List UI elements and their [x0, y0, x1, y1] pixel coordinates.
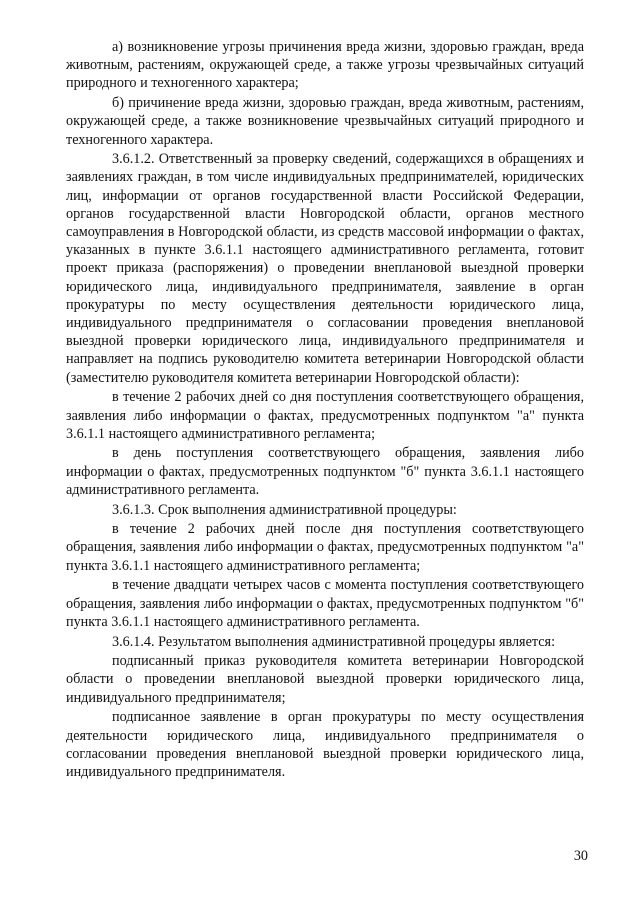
paragraph-b: б) причинение вреда жизни, здоровью граждан, вреда животным, растениям, окружающей среде, а также возникновение чрезвычайных ситуаций природного и техногенного характера. [66, 95, 584, 148]
paragraph-3-6-1-3: 3.6.1.3. Срок выполнения административной процедуры: [112, 501, 457, 518]
paragraph-term-b: в день поступления соответствующего обращения, заявления либо информации о фактах, предусмотренных подпунктом "б" пункта 3.6.1.1 настоящего административного регламента. [66, 445, 584, 498]
page-number: 30 [573, 847, 588, 864]
paragraph-term-a: в течение 2 рабочих дней со дня поступления соответствующего обращения, заявления либо информации о фактах, предусмотренных подпунктом "а" пункта 3.6.1.1 настоящего административного регламента; [66, 389, 584, 442]
paragraph-result-order: подписанный приказ руководителя комитета ветеринарии Новгородской области о проведении внеплановой выездной проверки юридического лица, индивидуального предпринимателя; [66, 653, 584, 706]
paragraph-3-6-1-4: 3.6.1.4. Результатом выполнения административной процедуры является: [112, 633, 556, 650]
paragraph-3-6-1-2: 3.6.1.2. Ответственный за проверку сведений, содержащихся в обращениях и заявлениях граждан, в том числе индивидуальных предпринимателей, юридических лиц, информации от органов государственной власти Российской Федерации, органов государственной власти Новгородской области, органов местного самоуправления в Новгородской области, из средств массовой информации о фактах, указанных в пункте 3.6.1.1 настоящего административного регламента, готовит проект приказа (распоряжения) о проведении внеплановой выездной проверки юридического лица, индивидуального предпринимателя, заявление в орган прокуратуры по месту осуществления деятельности юридического лица, индивидуального предпринимателя о согласовании проведения внеплановой выездной проверки юридического лица, индивидуального предпринимателя и направляет на подпись руководителю комитета ветеринарии Новгородской области (заместителю руководителя комитета ветеринарии Новгородской области): [66, 151, 584, 386]
paragraph-a: а) возникновение угрозы причинения вреда жизни, здоровью граждан, вреда животным, растениям, окружающей среде, а также угрозы чрезвычайных ситуаций природного и техногенного характера; [66, 39, 584, 92]
paragraph-result-application: подписанное заявление в орган прокуратуры по месту осуществления деятельности юридического лица, индивидуального предпринимателя о согласовании проведения внеплановой выездной проверки юридического лица, индивидуального предпринимателя. [66, 709, 584, 780]
paragraph-deadline-b: в течение двадцати четырех часов с момента поступления соответствующего обращения, заявления либо информации о фактах, предусмотренных подпунктом "б" пункта 3.6.1.1 настоящего административного регламента. [66, 577, 584, 630]
paragraph-deadline-a: в течение 2 рабочих дней после дня поступления соответствующего обращения, заявления либо информации о фактах, предусмотренных подпунктом "а" пункта 3.6.1.1 настоящего административного регламента; [66, 521, 584, 574]
